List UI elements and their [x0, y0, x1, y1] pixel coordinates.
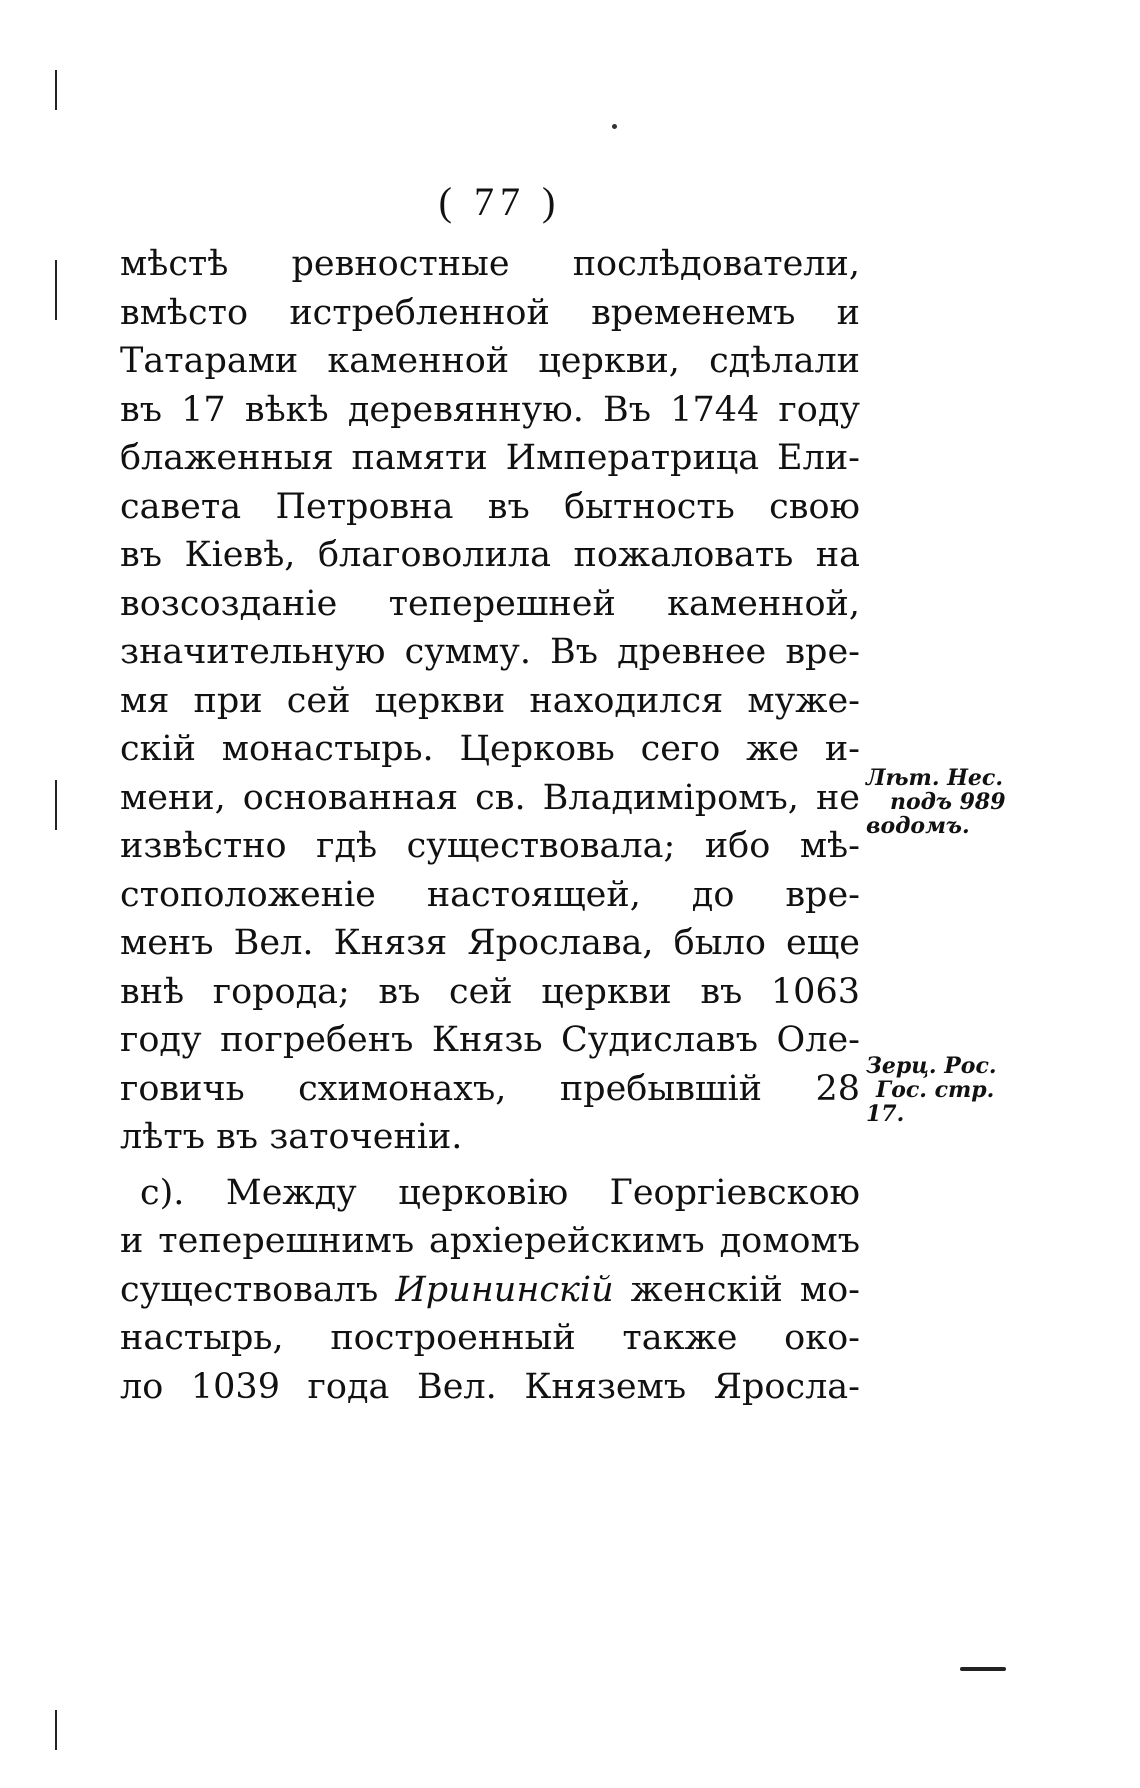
text-line: извѣстно гдѣ существовала; ибо мѣ- [120, 826, 860, 866]
left-edge-mark [55, 780, 57, 830]
page-number-header: ( 77 ) [438, 179, 562, 224]
text-line: значительную сумму. Въ древнее вре- [120, 632, 860, 672]
note-line: Лѣт. Нес. [866, 765, 1003, 791]
text-line: возсозданіе теперешней каменной, [120, 583, 860, 624]
decorative-dash [960, 1667, 1006, 1671]
text-line: вмѣсто истребленной временемъ и [120, 292, 860, 333]
text-line: въ Кіевѣ, благоволила пожаловать на [120, 535, 860, 575]
text-line: скій монастырь. Церковь сего же и- [120, 729, 860, 769]
note-line: подъ 989 [890, 789, 1006, 815]
note-line: водомъ. [866, 813, 970, 839]
text-line: Татарами каменной церкви, сдѣлали [120, 341, 860, 381]
text-line: мени, основанная св. Владиміромъ, не [120, 777, 860, 818]
text-line: менъ Вел. Князя Ярослава, было еще [120, 923, 860, 963]
text-line: мя при сей церкви находился муже- [120, 680, 860, 721]
note-line: Гос. стр. [876, 1077, 995, 1103]
text-line: блаженныя памяти Императрица Ели- [120, 438, 860, 478]
left-edge-mark [55, 260, 57, 320]
left-edge-mark [55, 1710, 57, 1750]
paragraph-c-line: ло 1039 года Вел. Княземъ Яросла- [120, 1366, 860, 1407]
text-line: говичь схимонахъ, пребывшій 28 [120, 1068, 860, 1109]
paragraph-c-line [120, 1266, 860, 1315]
paragraph-c-line: настырь, построенный также око- [120, 1318, 860, 1358]
text-line: въ 17 вѣкѣ деревянную. Въ 1744 году [120, 389, 860, 430]
text-line: лѣтъ въ заточеніи. [120, 1117, 463, 1157]
text-line: стоположеніе настоящей, до вре- [120, 874, 860, 915]
paragraph-c-line: и теперешнимъ архіерейскимъ домомъ [120, 1221, 860, 1261]
text-line: савета Петровна въ бытность свою [120, 486, 860, 527]
margin-note-chronicle [866, 766, 1006, 838]
text-line: внѣ города; въ сей церкви въ 1063 [120, 971, 860, 1012]
main-text [120, 240, 860, 1411]
margin-note-mirror [866, 1054, 997, 1126]
text-line: году погребенъ Князь Судиславъ Оле- [120, 1020, 860, 1060]
text-line: мѣстѣ ревностные послѣдователи, [120, 244, 860, 284]
left-edge-mark [55, 70, 57, 110]
ink-speck [612, 124, 617, 129]
monastery-name: Ирининскій [395, 1269, 614, 1310]
note-line: Зерц. Рос. [866, 1053, 997, 1079]
text-span: женскій мо- [613, 1269, 861, 1310]
text-span: существовалъ [120, 1269, 396, 1310]
note-line: 17. [866, 1101, 905, 1127]
paragraph-c-line: с). Между церковію Георгіевскою [140, 1172, 860, 1213]
